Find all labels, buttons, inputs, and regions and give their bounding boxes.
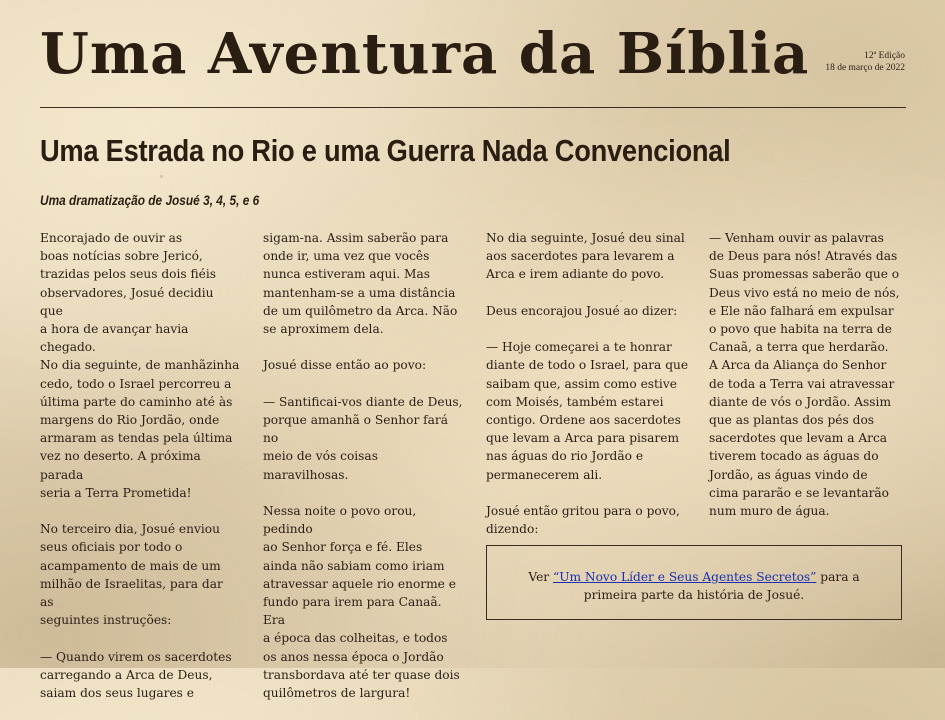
text-line: se aproximem dela. xyxy=(263,322,384,337)
text-line: — Santificai-vos diante de Deus, xyxy=(263,394,463,409)
text-line: e Ele não falhará em expulsar xyxy=(709,303,894,318)
text-line: A Arca da Aliança do Senhor xyxy=(709,358,887,373)
text-line: acampamento de mais de um xyxy=(40,558,221,573)
masthead-divider xyxy=(40,107,906,108)
text-line: aos sacerdotes para levarem a xyxy=(486,249,675,264)
text-line: o povo que habita na terra de xyxy=(709,322,892,337)
text-line: boas notícias sobre Jericó, xyxy=(40,249,203,264)
article-paragraph xyxy=(486,338,691,484)
text-line: a época das colheitas, e todos xyxy=(263,631,448,646)
text-line: trazidas pelos seus dois fiéis xyxy=(40,267,216,282)
text-line: de toda a Terra vai atravessar xyxy=(709,376,895,391)
masthead-title: Uma Aventura da Bíblia xyxy=(40,21,810,87)
text-line: saibam que, assim como estive xyxy=(486,376,677,391)
text-line: com Moisés, também estarei xyxy=(486,394,664,409)
text-line: Arca e irem adiante do povo. xyxy=(486,267,665,282)
text-line: diante de vós o Jordão. Assim xyxy=(709,394,892,409)
text-line: nunca estiveram aqui. Mas xyxy=(263,267,430,282)
article-paragraph xyxy=(40,229,240,502)
article-column-3 xyxy=(486,229,691,557)
edition-number: 12ª Edição xyxy=(864,51,905,61)
text-line: meio de vós coisas maravilhosas. xyxy=(263,449,378,482)
reference-line-1 xyxy=(487,568,901,586)
text-line: Deus encorajou Josué ao dizer: xyxy=(486,303,678,318)
text-line: — Hoje começarei a te honrar xyxy=(486,340,672,355)
text-line: os anos nessa época o Jordão xyxy=(263,649,444,664)
edition-info xyxy=(825,50,905,75)
text-line: Jordão, as águas vindo de xyxy=(709,467,868,482)
article-paragraph xyxy=(40,648,240,703)
article-paragraph xyxy=(709,229,909,520)
article-paragraph xyxy=(40,520,240,629)
article-column-1 xyxy=(40,229,240,720)
text-line: contigo. Ordene aos sacerdotes xyxy=(486,413,681,427)
text-line: No terceiro dia, Josué enviou xyxy=(40,522,220,537)
article-paragraph xyxy=(263,502,463,702)
text-line: que levam a Arca para pisarem xyxy=(486,431,680,446)
text-line: última parte do caminho até às xyxy=(40,394,233,409)
text-line: atravessar aquele rio enorme e xyxy=(263,576,456,591)
text-line: diante de todo o Israel, para que xyxy=(486,358,689,373)
text-line: ao Senhor força e fé. Eles xyxy=(263,540,423,555)
text-line: armaram as tendas pela última xyxy=(40,431,233,446)
article-paragraph xyxy=(263,393,463,484)
reference-box xyxy=(486,545,902,620)
text-line: dizendo: xyxy=(486,522,539,537)
article-column-4 xyxy=(709,229,909,538)
article-paragraph xyxy=(263,229,463,338)
text-line: Deus vivo está no meio de nós, xyxy=(709,285,900,300)
previous-story-link[interactable]: “Um Novo Líder e Seus Agentes Secretos” xyxy=(553,570,817,584)
text-line: seguintes instruções: xyxy=(40,613,172,628)
reference-suffix: para a xyxy=(816,570,860,584)
reference-line-2: primeira parte da história de Josué. xyxy=(583,588,805,602)
text-line: Canaã, a terra que herdarão. xyxy=(709,340,889,355)
text-line: sacerdotes que levam a Arca xyxy=(709,431,888,446)
article-paragraph xyxy=(486,229,691,284)
text-line: Josué disse então ao povo: xyxy=(263,358,427,373)
text-line: tiverem tocado as águas do xyxy=(709,449,879,464)
text-line: seria a Terra Prometida! xyxy=(40,485,192,500)
text-line: observadores, Josué decidiu que xyxy=(40,285,214,318)
text-line: quilômetros de largura! xyxy=(263,686,411,701)
text-line: num muro de água. xyxy=(709,504,830,519)
text-line: porque amanhã o Senhor fará no xyxy=(263,413,449,446)
article-subheadline: Uma dramatização de Josué 3, 4, 5, e 6 xyxy=(40,193,260,208)
text-line: sigam-na. Assim saberão para xyxy=(263,231,449,245)
article-paragraph xyxy=(486,302,691,320)
text-line: mantenham-se a uma distância xyxy=(263,285,456,300)
text-line: ainda não sabiam como iriam xyxy=(263,558,445,573)
text-line: permanecerem ali. xyxy=(486,467,603,482)
text-line: — Venham ouvir as palavras xyxy=(709,231,884,245)
text-line: margens do Rio Jordão, onde xyxy=(40,413,220,428)
text-line: Nessa noite o povo orou, pedindo xyxy=(263,504,417,537)
text-line: milhão de Israelitas, para dar as xyxy=(40,576,223,610)
text-line: saiam dos seus lugares e xyxy=(40,686,195,701)
article-headline: Uma Estrada no Rio e uma Guerra Nada Convencional xyxy=(40,133,731,168)
text-line: carregando a Arca de Deus, xyxy=(40,667,213,682)
text-line: Josué então gritou para o povo, xyxy=(486,504,680,518)
article-paragraph xyxy=(486,502,691,538)
text-line: nas águas do rio Jordão e xyxy=(486,449,644,464)
text-line: transbordava até ter quase dois xyxy=(263,667,460,682)
text-line: No dia seguinte, Josué deu sinal xyxy=(486,231,685,245)
text-line: fundo para irem para Canaã. Era xyxy=(263,595,442,628)
text-line: Suas promessas saberão que o xyxy=(709,267,900,282)
text-line: onde ir, uma vez que vocês xyxy=(263,249,430,264)
edition-date: 18 de março de 2022 xyxy=(825,63,905,74)
text-line: cima pararão e se levantarão xyxy=(709,485,890,500)
text-line: seus oficiais por todo o xyxy=(40,540,183,555)
text-line: Encorajado de ouvir as xyxy=(40,231,183,245)
text-line: de um quilômetro da Arca. Não xyxy=(263,303,458,318)
text-line: a hora de avançar havia chegado. xyxy=(40,322,189,355)
text-line: vez no deserto. A próxima parada xyxy=(40,449,201,482)
text-line: de Deus para nós! Através das xyxy=(709,249,898,264)
reference-prefix: Ver xyxy=(528,570,553,584)
text-line: No dia seguinte, de manhãzinha xyxy=(40,358,240,373)
text-line: — Quando virem os sacerdotes xyxy=(40,649,232,664)
text-line: que as plantas dos pés dos xyxy=(709,413,875,428)
text-line: cedo, todo o Israel percorreu a xyxy=(40,376,232,391)
article-column-2 xyxy=(263,229,463,720)
article-paragraph xyxy=(263,356,463,374)
